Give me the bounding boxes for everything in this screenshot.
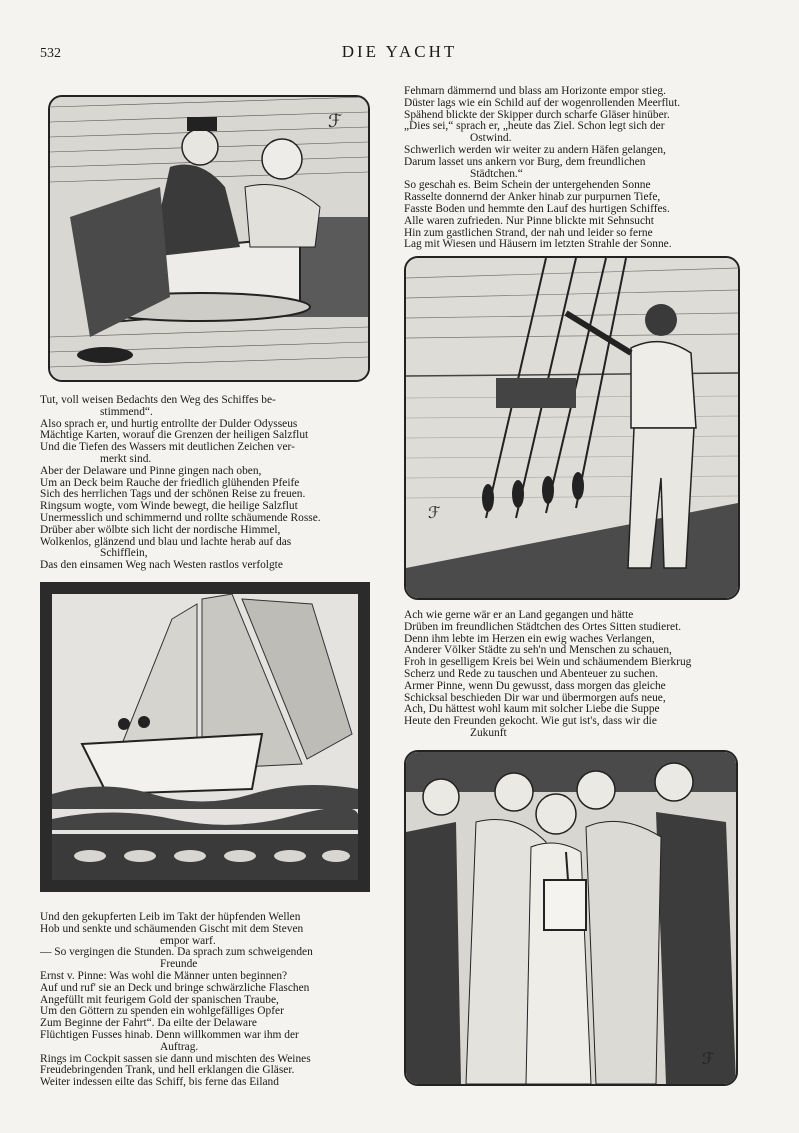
yacht-under-sail-drawing [52, 594, 358, 880]
text-line: Um an Deck beim Rauche der friedlich glühenden Pfeife [40, 476, 300, 489]
text-line: Hin zum gastlichen Strand, der nah und leider so ferne [404, 226, 653, 239]
text-line: Mächtige Karten, worauf die Grenzen der heiligen Salzflut [40, 429, 309, 442]
text-line: So geschah es. Beim Schein der untergehenden Sonne [404, 179, 651, 192]
text-column-right-top [404, 86, 738, 251]
svg-text:ℱ: ℱ [428, 505, 441, 522]
text-line: empor warf. [160, 934, 216, 947]
text-line: Um den Göttern zu spenden ein wohlgefälliges Opfer [40, 1005, 284, 1018]
svg-text:ℱ: ℱ [702, 1051, 715, 1068]
text-line: Anderer Völker Städte zu seh'n und Menschen zu schauen, [404, 644, 672, 657]
text-line: „Dies sei,“ sprach er, „heute das Ziel. Schon legt sich der [404, 120, 665, 133]
text-line: Düster lags wie ein Schild auf der wogenrollenden Meerflut. [404, 96, 681, 109]
illustration-crew-drinking [404, 750, 738, 1086]
text-line: Lag mit Wiesen und Häusern im letzten Strahle der Sonne. [404, 238, 672, 251]
text-line: Also sprach er, und hurtig entrollte der Dulder Odysseus [40, 417, 298, 430]
illustration-chart-table [48, 95, 370, 382]
text-line: Spähend blickte der Skipper durch scharfe Gläser hinüber. [404, 108, 670, 121]
text-line: merkt sind. [100, 452, 152, 465]
text-line: Ostwind. [470, 132, 512, 145]
text-line: Städtchen.“ [470, 167, 523, 180]
sailor-at-shrouds-drawing [406, 258, 738, 598]
text-line: Freudebringenden Trank, und hell erklangen die Gläser. [40, 1064, 295, 1077]
text-line: Und die Tiefen des Wassers mit deutlichen Zeichen ver- [40, 441, 295, 454]
text-line: Freunde [160, 958, 198, 971]
text-line: Denn ihm lebte im Herzen ein ewig waches Verlangen, [404, 632, 655, 645]
text-line: — So vergingen die Stunden. Da sprach zum schweigenden [40, 946, 313, 959]
text-line: Darum lasset uns ankern vor Burg, dem freundlichen [404, 155, 646, 168]
text-line: Drüben im freundlichen Städtchen des Ortes Sitten studieret. [404, 620, 682, 633]
text-line: Ach, Du hättest wohl kaum mit solcher Liebe die Suppe [404, 703, 660, 716]
text-line: Sich des herrlichen Tags und der schönen Reise zu freuen. [40, 488, 306, 501]
text-line: Ernst v. Pinne: Was wohl die Männer unten beginnen? [40, 969, 288, 982]
running-head: DIE YACHT [341, 42, 458, 61]
text-line: Fehmarn dämmernd und blass am Horizonte empor stieg. [404, 85, 666, 97]
text-line: Weiter indessen eilte das Schiff, bis ferne das Eiland [40, 1076, 279, 1089]
text-column-left-bottom [40, 912, 374, 1089]
text-line: Schifflein, [100, 547, 148, 560]
text-line: Das den einsamen Weg nach Westen rastlos verfolgte [40, 559, 283, 572]
text-line: Schicksal beschieden Dir war und übermorgen aufs neue, [404, 691, 666, 704]
text-line: Angefüllt mit feurigem Gold der spanischen Traube, [40, 993, 279, 1006]
text-column-left-middle [40, 395, 370, 572]
text-line: Alle waren zufrieden. Nur Pinne blickte mit Sehnsucht [404, 214, 654, 227]
text-line: Hob und senkte und schäumenden Gischt mit dem Steven [40, 922, 304, 935]
text-line: Ach wie gerne wär er an Land gegangen und hätte [404, 609, 634, 621]
illustration-yacht-sailing [40, 582, 370, 892]
crew-drinking-drawing [406, 752, 736, 1084]
two-men-reading-chart-drawing [50, 97, 368, 380]
svg-text:ℱ: ℱ [328, 111, 343, 131]
text-line: Rings im Cockpit sassen sie dann und mischten des Weines [40, 1052, 311, 1065]
text-line: Auf und ruf' sie an Deck und bringe schwärzliche Flaschen [40, 981, 310, 994]
text-line: Und den gekupferten Leib im Takt der hüpfenden Wellen [40, 911, 301, 923]
text-line: Schwerlich werden wir weiter zu andern Häfen gelangen, [404, 143, 666, 156]
text-line: Flüchtigen Fusses hinab. Denn willkommen war ihm der [40, 1028, 299, 1041]
text-line: Rasselte donnernd der Anker hinab zur purpurnen Tiefe, [404, 191, 661, 204]
text-line: Auftrag. [160, 1040, 199, 1053]
page-number: 532 [40, 46, 61, 61]
text-line: Wolkenlos, glänzend und blau und lachte herab auf das [40, 535, 292, 548]
text-line: Armer Pinne, wenn Du gewusst, dass morgen das gleiche [404, 679, 666, 692]
text-line: Zukunft [470, 726, 507, 739]
text-line: stimmend“. [100, 405, 153, 418]
text-line: Aber der Delaware und Pinne gingen nach oben, [40, 464, 262, 477]
text-line: Unermesslich und schimmernd und rollte schäumende Rosse. [40, 511, 321, 524]
illustration-sailor-rigging [404, 256, 740, 600]
text-line: Scherz und Rede zu tauschen und Abenteuer zu suchen. [404, 667, 658, 680]
text-line: Tut, voll weisen Bedachts den Weg des Schiffes be- [40, 394, 276, 406]
text-line: Froh in geselligem Kreis bei Wein und schäumendem Bierkrug [404, 656, 692, 669]
text-line: Zum Beginne der Fahrt“. Da eilte der Delaware [40, 1017, 257, 1030]
text-line: Ringsum wogte, vom Winde bewegt, die heilige Salzflut [40, 500, 298, 513]
text-line: Heute den Freunden gekocht. Wie gut ist's, dass wir die [404, 715, 657, 728]
text-line: Fasste Boden und hemmte den Lauf des hurtigen Schiffes. [404, 202, 670, 215]
text-line: Drüber aber wölbte sich licht der nordische Himmel, [40, 523, 281, 536]
text-column-right-middle [404, 610, 738, 740]
